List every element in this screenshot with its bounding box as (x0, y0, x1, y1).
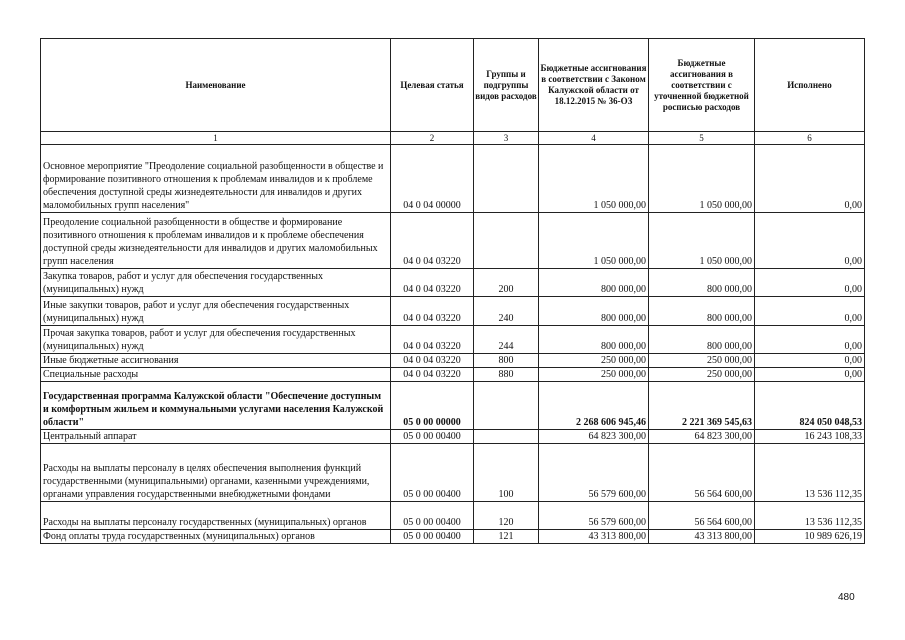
row-executed-amount: 13 536 112,35 (755, 444, 865, 502)
row-law-amount: 2 268 606 945,46 (539, 382, 649, 430)
row-refined-amount: 800 000,00 (649, 297, 755, 326)
row-expense-group: 200 (474, 269, 539, 297)
row-expense-group: 880 (474, 368, 539, 382)
row-target-code: 04 0 04 03220 (391, 297, 474, 326)
row-target-code: 04 0 04 03220 (391, 269, 474, 297)
row-name: Центральный аппарат (41, 430, 391, 444)
column-number: 1 (41, 132, 391, 145)
row-name: Иные закупки товаров, работ и услуг для обеспечения государственных (муниципальных) нужд (41, 297, 391, 326)
row-law-amount: 800 000,00 (539, 326, 649, 354)
row-target-code: 04 0 04 03220 (391, 213, 474, 269)
row-name: Государственная программа Калужской области "Обеспечение доступным и комфортным жильем и коммунальными услугами населения Калужской области" (41, 382, 391, 430)
table-row (41, 326, 865, 354)
column-number: 4 (539, 132, 649, 145)
row-expense-group (474, 382, 539, 430)
table-row (41, 354, 865, 368)
row-executed-amount: 0,00 (755, 368, 865, 382)
row-refined-amount: 56 564 600,00 (649, 444, 755, 502)
row-law-amount: 250 000,00 (539, 368, 649, 382)
row-law-amount: 250 000,00 (539, 354, 649, 368)
budget-table (40, 38, 865, 544)
row-refined-amount: 1 050 000,00 (649, 213, 755, 269)
table-row (41, 297, 865, 326)
page-number: 480 (838, 592, 855, 603)
row-law-amount: 800 000,00 (539, 269, 649, 297)
row-target-code: 05 0 00 00400 (391, 444, 474, 502)
column-number-row (41, 132, 865, 145)
row-refined-amount: 800 000,00 (649, 269, 755, 297)
row-executed-amount: 10 989 626,19 (755, 530, 865, 544)
row-target-code: 05 0 00 00000 (391, 382, 474, 430)
row-refined-amount: 43 313 800,00 (649, 530, 755, 544)
row-target-code: 04 0 04 03220 (391, 326, 474, 354)
row-law-amount: 56 579 600,00 (539, 502, 649, 530)
column-number: 6 (755, 132, 865, 145)
row-expense-group: 240 (474, 297, 539, 326)
row-refined-amount: 64 823 300,00 (649, 430, 755, 444)
row-executed-amount: 0,00 (755, 213, 865, 269)
row-expense-group: 100 (474, 444, 539, 502)
header-row (41, 39, 865, 132)
row-expense-group (474, 213, 539, 269)
row-name: Расходы на выплаты персоналу в целях обеспечения выполнения функций государственными (муниципальными) органами, казенными учреждениями, органами управления государственными внебюджетными фондами (41, 444, 391, 502)
row-expense-group (474, 430, 539, 444)
row-law-amount: 1 050 000,00 (539, 145, 649, 213)
row-refined-amount: 1 050 000,00 (649, 145, 755, 213)
row-name: Специальные расходы (41, 368, 391, 382)
row-executed-amount: 13 536 112,35 (755, 502, 865, 530)
header-executed: Исполнено (755, 39, 865, 132)
row-refined-amount: 250 000,00 (649, 368, 755, 382)
row-name: Иные бюджетные ассигнования (41, 354, 391, 368)
row-executed-amount: 0,00 (755, 145, 865, 213)
table-row (41, 444, 865, 502)
row-refined-amount: 250 000,00 (649, 354, 755, 368)
table-row (41, 269, 865, 297)
row-law-amount: 43 313 800,00 (539, 530, 649, 544)
header-law-allocations: Бюджетные ассигнования в соответствии с Законом Калужской области от 18.12.2015 № 36-ОЗ (539, 39, 649, 132)
row-expense-group: 800 (474, 354, 539, 368)
header-name: Наименование (41, 39, 391, 132)
row-executed-amount: 16 243 108,33 (755, 430, 865, 444)
header-expense-groups: Группы и подгруппы видов расходов (474, 39, 539, 132)
row-expense-group: 120 (474, 502, 539, 530)
column-number: 2 (391, 132, 474, 145)
row-name: Преодоление социальной разобщенности в обществе и формирование позитивного отношения к проблемам инвалидов и к проблеме обеспечения доступной среды жизнедеятельности для инвалидов и других маломобильных групп населения (41, 213, 391, 269)
row-refined-amount: 800 000,00 (649, 326, 755, 354)
table-row (41, 430, 865, 444)
row-executed-amount: 0,00 (755, 326, 865, 354)
table-row (41, 502, 865, 530)
row-target-code: 05 0 00 00400 (391, 530, 474, 544)
table-row (41, 368, 865, 382)
row-executed-amount: 0,00 (755, 297, 865, 326)
row-law-amount: 64 823 300,00 (539, 430, 649, 444)
row-target-code: 04 0 04 03220 (391, 368, 474, 382)
table-row (41, 213, 865, 269)
row-executed-amount: 0,00 (755, 354, 865, 368)
row-target-code: 05 0 00 00400 (391, 430, 474, 444)
header-target-article: Целевая статья (391, 39, 474, 132)
row-target-code: 05 0 00 00400 (391, 502, 474, 530)
row-name: Закупка товаров, работ и услуг для обеспечения государственных (муниципальных) нужд (41, 269, 391, 297)
row-expense-group (474, 145, 539, 213)
column-number: 3 (474, 132, 539, 145)
row-executed-amount: 0,00 (755, 269, 865, 297)
row-name: Фонд оплаты труда государственных (муниципальных) органов (41, 530, 391, 544)
row-name: Прочая закупка товаров, работ и услуг для обеспечения государственных (муниципальных) нужд (41, 326, 391, 354)
header-refined-allocations: Бюджетные ассигнования в соответствии с уточненной бюджетной росписью расходов (649, 39, 755, 132)
row-executed-amount: 824 050 048,53 (755, 382, 865, 430)
row-expense-group: 121 (474, 530, 539, 544)
row-refined-amount: 2 221 369 545,63 (649, 382, 755, 430)
row-name: Расходы на выплаты персоналу государственных (муниципальных) органов (41, 502, 391, 530)
row-target-code: 04 0 04 00000 (391, 145, 474, 213)
row-name: Основное мероприятие "Преодоление социальной разобщенности в обществе и формирование позитивного отношения к проблемам инвалидов и к проблеме обеспечения доступной среды жизнедеятельности для инвалидов и других маломобильных групп населения" (41, 145, 391, 213)
column-number: 5 (649, 132, 755, 145)
row-expense-group: 244 (474, 326, 539, 354)
table-row (41, 530, 865, 544)
table-row (41, 382, 865, 430)
row-target-code: 04 0 04 03220 (391, 354, 474, 368)
row-law-amount: 800 000,00 (539, 297, 649, 326)
row-refined-amount: 56 564 600,00 (649, 502, 755, 530)
table-row (41, 145, 865, 213)
row-law-amount: 1 050 000,00 (539, 213, 649, 269)
row-law-amount: 56 579 600,00 (539, 444, 649, 502)
